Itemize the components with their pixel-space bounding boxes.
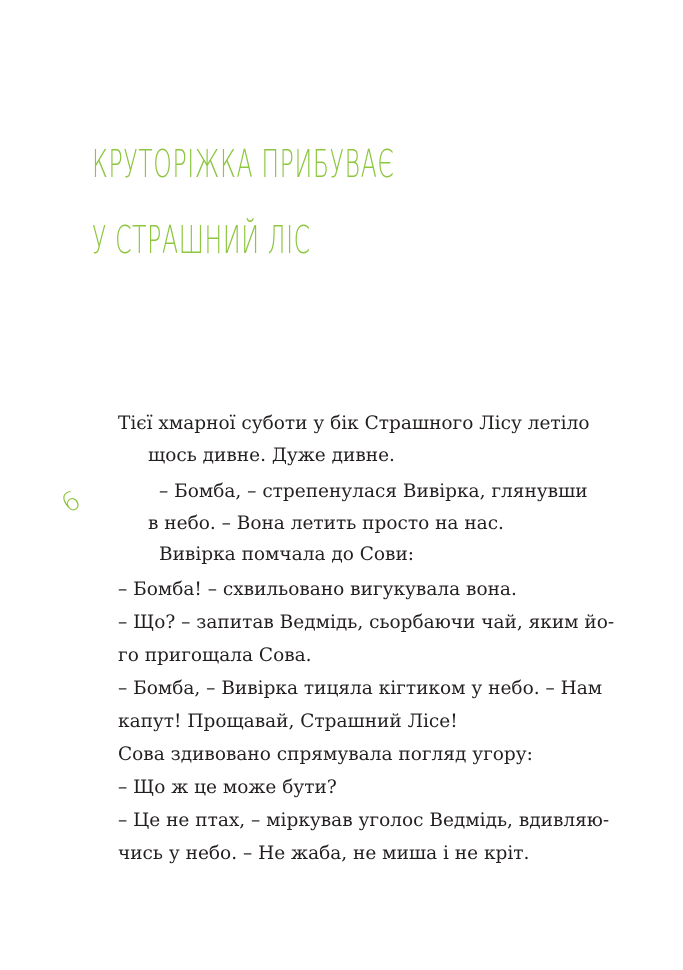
text-line: в небо. – Вона летить просто на нас.	[148, 513, 504, 534]
text-line: Вивірка помчала до Сови:	[159, 544, 415, 565]
text-line: чись у небо. – Не жаба, не миша і не кріт.	[118, 843, 530, 864]
chapter-title	[92, 126, 612, 278]
text-line: щось дивне. Дуже дивне.	[148, 445, 395, 466]
text-line: Сова здивовано спрямувала погляд угору:	[118, 744, 533, 765]
text-line: – Це не птах, – міркував уголос Ведмідь, вдивляю-	[118, 810, 610, 831]
text-line: – Бомба! – схвильовано вигукувала вона.	[118, 579, 517, 600]
text-line: – Бомба, – стрепенулася Вивірка, глянувши	[159, 481, 588, 502]
text-line: капут! Прощавай, Страшний Лісе!	[118, 711, 458, 732]
text-line: – Що? – запитав Ведмідь, сьорбаючи чай, яким йо-	[118, 612, 615, 633]
text-line: Тієї хмарної суботи у бік Страшного Лісу летіло	[118, 413, 590, 434]
text-line: го пригощала Сова.	[118, 645, 312, 666]
chapter-title-line-1: КРУТОРІЖКА ПРИБУВАЄ	[92, 142, 395, 186]
chapter-title-line-2: У СТРАШНИЙ ЛІС	[92, 218, 311, 262]
text-line: – Бомба, – Вивірка тицяла кігтиком у небо. – Нам	[118, 678, 603, 699]
page-number: 6	[56, 485, 87, 520]
text-line: – Що ж це може бути?	[118, 777, 337, 798]
